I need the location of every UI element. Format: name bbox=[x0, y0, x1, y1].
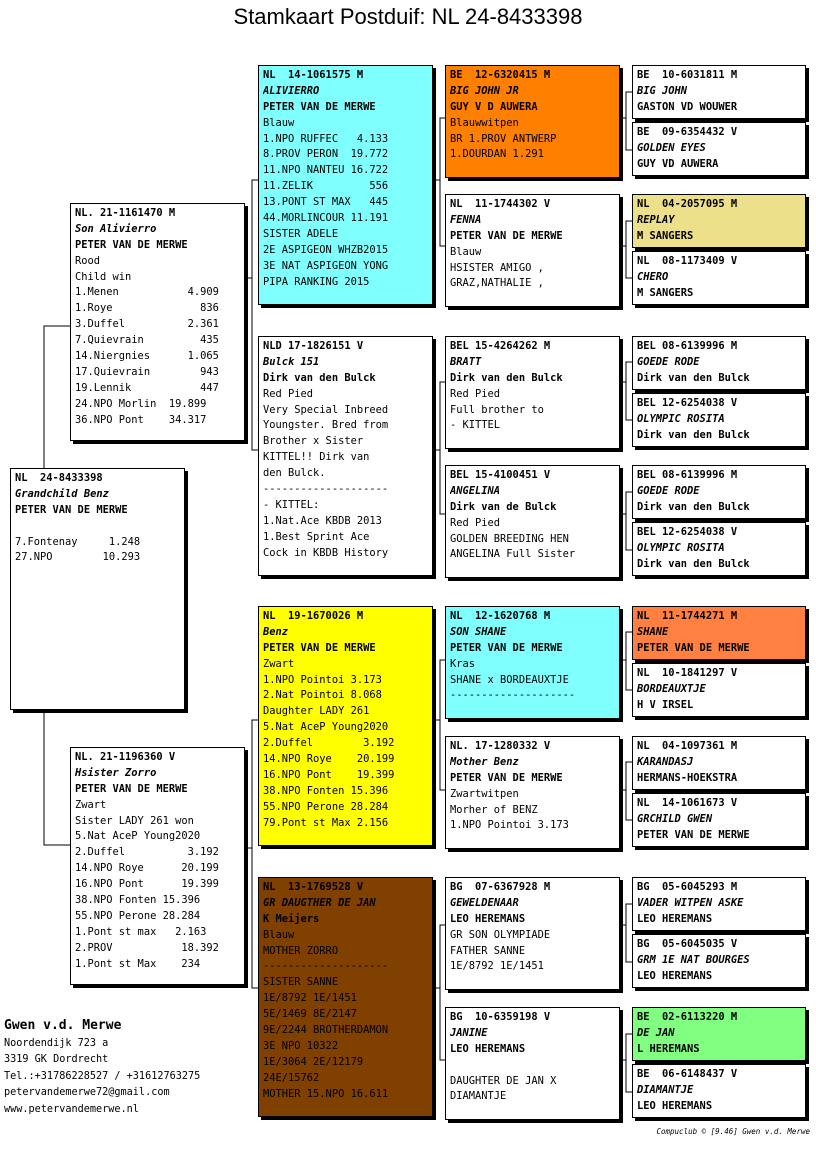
pigeon-name: CHERO bbox=[637, 270, 669, 283]
owner-name: PETER VAN DE MERWE bbox=[637, 828, 750, 841]
ring-number: NL 14-1061673 V bbox=[637, 797, 738, 809]
pigeon-name: GEWELDENAAR bbox=[450, 896, 519, 909]
info-line: 1.Nat.Ace KBDB 2013 bbox=[263, 514, 382, 527]
pigeon-card-sire[interactable] bbox=[70, 203, 245, 441]
breeder-address-line2: 3319 GK Dordrecht bbox=[4, 1054, 109, 1066]
owner-name: M SANGERS bbox=[637, 229, 694, 242]
ring-number: BEL 15-4100451 V bbox=[450, 469, 551, 481]
info-line: Morher of BENZ bbox=[450, 803, 538, 816]
info-line: 7.Quievrain 435 bbox=[75, 334, 219, 347]
info-line: Kras bbox=[450, 657, 476, 670]
info-line: Zwartwitpen bbox=[450, 787, 519, 800]
ring-number: NL. 21-1161470 M bbox=[75, 207, 176, 219]
pigeon-name: BORDEAUXTJE bbox=[637, 682, 706, 695]
info-line: 1.Best Sprint Ace bbox=[263, 530, 370, 543]
info-line: GRAZ,NATHALIE , bbox=[450, 277, 544, 290]
pigeon-name: ALIVIERRO bbox=[263, 84, 320, 97]
pigeon-card-gen4-6[interactable] bbox=[632, 393, 806, 447]
ring-number: NL 08-1173409 V bbox=[637, 255, 738, 267]
pigeon-card-dam-sire[interactable] bbox=[258, 606, 433, 846]
info-line: 1.Roye 836 bbox=[75, 302, 219, 315]
ring-number: NL 19-1670026 M bbox=[263, 610, 364, 622]
info-line: 1.Menen 4.909 bbox=[75, 286, 219, 299]
info-line: Daughter LADY 261 bbox=[263, 705, 370, 718]
info-line: 14.NPO Roye 20.199 bbox=[75, 862, 219, 875]
info-line: Brother x Sister bbox=[263, 435, 364, 448]
owner-name: M SANGERS bbox=[637, 286, 694, 299]
owner-name: LEO HEREMANS bbox=[637, 912, 713, 925]
owner-name: Dirk van den Bulck bbox=[263, 371, 376, 384]
info-line: 16.NPO Pont 19.399 bbox=[75, 878, 219, 891]
ring-number: BE 10-6031811 M bbox=[637, 69, 738, 81]
info-line: 36.NPO Pont 34.317 bbox=[75, 413, 207, 426]
info-line: 2.Duffel 3.192 bbox=[75, 846, 219, 859]
ring-number: BG 10-6359198 V bbox=[450, 1011, 551, 1023]
info-line: Blauwwitpen bbox=[450, 116, 519, 129]
owner-name: PETER VAN DE MERWE bbox=[637, 641, 750, 654]
pigeon-name: Benz bbox=[263, 625, 289, 638]
pigeon-card-gen3-3[interactable] bbox=[445, 336, 620, 449]
info-line: 1.NPO Pointoi 3.173 bbox=[263, 673, 382, 686]
ring-number: NL 04-1097361 M bbox=[637, 740, 738, 752]
ring-number: NL 11-1744302 V bbox=[450, 198, 551, 210]
info-line: Youngster. Bred from bbox=[263, 419, 389, 432]
pigeon-name: Son Alivierro bbox=[75, 222, 157, 235]
info-line: -------------------- bbox=[450, 689, 576, 702]
owner-name: Dirk van den Bulck bbox=[637, 428, 750, 441]
info-line: 3E NPO 10322 bbox=[263, 1039, 339, 1052]
owner-name: PETER VAN DE MERWE bbox=[263, 641, 376, 654]
ring-number: BEL 15-4264262 M bbox=[450, 340, 551, 352]
breeder-email[interactable]: petervandemerwe72@gmail.com bbox=[4, 1087, 170, 1099]
info-line: 38.NPO Fonten 15.396 bbox=[263, 784, 389, 797]
pigeon-card-subject[interactable] bbox=[10, 468, 185, 710]
pigeon-card-gen3-1[interactable] bbox=[445, 65, 620, 178]
pigeon-card-gen4-13[interactable] bbox=[632, 877, 806, 931]
owner-name: Dirk van den Bulck bbox=[637, 557, 750, 570]
owner-name: HERMANS-HOEKSTRA bbox=[637, 771, 738, 784]
pigeon-card-gen4-11[interactable] bbox=[632, 736, 806, 790]
info-line: 2.PROV 18.392 bbox=[75, 941, 219, 954]
info-line: SISTER SANNE bbox=[263, 976, 339, 989]
owner-name: Dirk van den Bulck bbox=[637, 500, 750, 513]
info-line: 13.PONT ST MAX 445 bbox=[263, 196, 389, 209]
pigeon-name: GRM 1E NAT BOURGES bbox=[637, 953, 750, 966]
footer-credit: Compuclub © [9.46] Gwen v.d. Merwe bbox=[656, 1127, 810, 1136]
ring-number: BEL 12-6254038 V bbox=[637, 526, 738, 538]
pigeon-card-sire-sire[interactable] bbox=[258, 65, 433, 305]
owner-name: LEO HEREMANS bbox=[450, 1042, 526, 1055]
pigeon-card-gen4-10[interactable] bbox=[632, 663, 806, 717]
pigeon-card-gen4-8[interactable] bbox=[632, 522, 806, 576]
pigeon-name: GRCHILD GWEN bbox=[637, 812, 713, 825]
info-line: 44.MORLINCOUR 11.191 bbox=[263, 212, 389, 225]
info-line: SHANE x BORDEAUXTJE bbox=[450, 673, 569, 686]
ring-number: NL. 17-1280332 V bbox=[450, 740, 551, 752]
info-line: 5.Nat AceP Young2020 bbox=[263, 721, 389, 734]
info-line: Blauw bbox=[263, 928, 295, 941]
owner-name: Dirk van den Bulck bbox=[637, 371, 750, 384]
info-line: 1E/8792 1E/1451 bbox=[263, 992, 357, 1005]
info-line: MOTHER ZORRO bbox=[263, 944, 339, 957]
ring-number: BEL 12-6254038 V bbox=[637, 397, 738, 409]
pigeon-name: OLYMPIC ROSITA bbox=[637, 541, 725, 554]
pigeon-card-gen4-12[interactable] bbox=[632, 793, 806, 847]
owner-name: GASTON VD WOUWER bbox=[637, 100, 738, 113]
ring-number: NL 10-1841297 V bbox=[637, 667, 738, 679]
ring-number: NL. 21-1196360 V bbox=[75, 751, 176, 763]
info-line: 9E/2244 BROTHERDAMON bbox=[263, 1024, 389, 1037]
owner-name: LEO HEREMANS bbox=[450, 912, 526, 925]
breeder-address-line1: Noordendijk 723 a bbox=[4, 1038, 109, 1049]
ring-number: NL 14-1061575 M bbox=[263, 69, 364, 81]
info-line: GOLDEN BREEDING HEN bbox=[450, 532, 569, 545]
owner-name: PETER VAN DE MERWE bbox=[75, 238, 188, 251]
info-line: -------------------- bbox=[263, 960, 389, 973]
pigeon-card-gen3-8[interactable] bbox=[445, 1007, 620, 1120]
ring-number: NL 11-1744271 M bbox=[637, 610, 738, 622]
ring-number: BE 06-6148437 V bbox=[637, 1068, 738, 1080]
info-line: 38.NPO Fonten 15.396 bbox=[75, 894, 201, 907]
owner-name: PETER VAN DE MERWE bbox=[450, 771, 563, 784]
info-line: MOTHER 15.NPO 16.611 bbox=[263, 1087, 389, 1100]
pigeon-card-gen3-5[interactable] bbox=[445, 606, 620, 719]
info-line: 1E/3064 2E/12179 bbox=[263, 1055, 364, 1068]
pigeon-card-gen4-7[interactable] bbox=[632, 465, 806, 519]
info-line: Red Pied bbox=[450, 387, 501, 400]
ring-number: NLD 17-1826151 V bbox=[263, 340, 364, 352]
info-line: 3.Duffel 2.361 bbox=[75, 318, 219, 331]
info-line: Blauw bbox=[450, 245, 482, 258]
ring-number: BE 09-6354432 V bbox=[637, 126, 738, 138]
info-line: 7.Fontenay 1.248 bbox=[15, 535, 141, 548]
info-line: 24E/15762 bbox=[263, 1071, 320, 1084]
ring-number: BG 07-6367928 M bbox=[450, 881, 551, 893]
info-line: 79.Pont st Max 2.156 bbox=[263, 816, 389, 829]
pigeon-name: GOEDE RODE bbox=[637, 355, 700, 368]
breeder-contact bbox=[4, 1016, 200, 1118]
info-line: 8.PROV PERON 19.772 bbox=[263, 148, 389, 161]
pigeon-card-gen4-1[interactable] bbox=[632, 65, 806, 119]
owner-name: PETER VAN DE MERWE bbox=[75, 782, 188, 795]
ring-number: BG 05-6045035 V bbox=[637, 938, 738, 950]
owner-name: H V IRSEL bbox=[637, 698, 694, 711]
ring-number: BE 12-6320415 M bbox=[450, 69, 551, 81]
info-line: HSISTER AMIGO , bbox=[450, 261, 544, 274]
info-line: Rood bbox=[75, 254, 101, 267]
info-line: GR SON OLYMPIADE bbox=[450, 928, 551, 941]
pigeon-name: BIG JOHN bbox=[637, 84, 688, 97]
info-line: SISTER ADELE bbox=[263, 227, 339, 240]
owner-name: K Meijers bbox=[263, 912, 320, 925]
info-line: - KITTEL bbox=[450, 419, 501, 432]
pigeon-card-gen4-16[interactable] bbox=[632, 1064, 806, 1118]
pigeon-name: Hsister Zorro bbox=[75, 766, 157, 779]
info-line: 2.Duffel 3.192 bbox=[263, 737, 395, 750]
info-line: 1.NPO Pointoi 3.173 bbox=[450, 819, 569, 832]
pigeon-name: Mother Benz bbox=[450, 755, 519, 768]
info-line: 55.NPO Perone 28.284 bbox=[75, 909, 201, 922]
pigeon-name: GOLDEN EYES bbox=[637, 141, 706, 154]
info-line: 3E NAT ASPIGEON YONG bbox=[263, 259, 389, 272]
owner-name: GUY V D AUWERA bbox=[450, 100, 538, 113]
breeder-name: Gwen v.d. Merwe bbox=[4, 1018, 122, 1033]
ring-number: BEL 08-6139996 M bbox=[637, 340, 738, 352]
info-line: KITTEL!! Dirk van bbox=[263, 451, 370, 464]
pigeon-name: KARANDASJ bbox=[637, 755, 694, 768]
pigeon-name: BIG JOHN JR bbox=[450, 84, 519, 97]
pigeon-name: SHANE bbox=[637, 625, 669, 638]
info-line: - KITTEL: bbox=[263, 498, 320, 511]
pigeon-card-gen4-2[interactable] bbox=[632, 122, 806, 176]
info-line: Full brother to bbox=[450, 403, 544, 416]
pigeon-name: Grandchild Benz bbox=[15, 487, 109, 500]
owner-name: LEO HEREMANS bbox=[637, 1099, 713, 1112]
info-line: Very Special Inbreed bbox=[263, 403, 389, 416]
ring-number: BG 05-6045293 M bbox=[637, 881, 738, 893]
info-line: 11.ZELIK 556 bbox=[263, 180, 389, 193]
pigeon-card-gen4-3[interactable] bbox=[632, 194, 806, 248]
pigeon-card-dam-dam[interactable] bbox=[258, 877, 433, 1117]
info-line: 24.NPO Morlin 19.899 bbox=[75, 397, 207, 410]
info-line: Red Pied bbox=[450, 516, 501, 529]
ring-number: BE 02-6113220 M bbox=[637, 1011, 738, 1023]
owner-name: PETER VAN DE MERWE bbox=[450, 229, 563, 242]
info-line: den Bulck. bbox=[263, 467, 326, 480]
pigeon-card-gen3-6[interactable] bbox=[445, 736, 620, 849]
ring-number: NL 04-2057095 M bbox=[637, 198, 738, 210]
ring-number: NL 24-8433398 bbox=[15, 472, 103, 484]
info-line: 2.Nat Pointoi 8.068 bbox=[263, 689, 382, 702]
pigeon-card-gen3-7[interactable] bbox=[445, 877, 620, 990]
pigeon-name: DE JAN bbox=[637, 1026, 675, 1039]
owner-name: PETER VAN DE MERWE bbox=[263, 100, 376, 113]
owner-name: GUY VD AUWERA bbox=[637, 157, 719, 170]
pigeon-card-gen4-14[interactable] bbox=[632, 934, 806, 988]
pigeon-card-gen4-5[interactable] bbox=[632, 336, 806, 390]
ring-number: NL 12-1620768 M bbox=[450, 610, 551, 622]
pigeon-name: GOEDE RODE bbox=[637, 484, 700, 497]
info-line: Child win bbox=[75, 270, 132, 283]
pigeon-name: OLYMPIC ROSITA bbox=[637, 412, 725, 425]
info-line: Sister LADY 261 won bbox=[75, 814, 194, 827]
info-line: BR 1.PROV ANTWERP bbox=[450, 132, 557, 145]
info-line: Blauw bbox=[263, 116, 295, 129]
info-line bbox=[15, 519, 180, 535]
pigeon-name: Bulck 151 bbox=[263, 355, 320, 368]
info-line: 5.Nat AceP Young2020 bbox=[75, 830, 201, 843]
pigeon-card-dam[interactable] bbox=[70, 747, 245, 985]
pigeon-name: GR DAUGTHER DE JAN bbox=[263, 896, 376, 909]
breeder-website[interactable]: www.petervandemerwe.nl bbox=[4, 1103, 139, 1115]
owner-name: LEO HEREMANS bbox=[637, 969, 713, 982]
pigeon-card-gen4-15[interactable] bbox=[632, 1007, 806, 1061]
owner-name: Dirk van den Bulck bbox=[450, 371, 563, 384]
info-line: 1E/8792 1E/1451 bbox=[450, 960, 544, 973]
info-line: DIAMANTJE bbox=[450, 1090, 507, 1103]
pigeon-card-sire-dam[interactable] bbox=[258, 336, 433, 576]
breeder-phone: Tel.:+31786228527 / +31612763275 bbox=[4, 1070, 201, 1082]
info-line: Zwart bbox=[263, 657, 295, 670]
info-line bbox=[450, 1058, 615, 1074]
info-line: Red Pied bbox=[263, 387, 314, 400]
info-line: 55.NPO Perone 28.284 bbox=[263, 800, 389, 813]
info-line: 1.Pont st max 2.163 bbox=[75, 925, 207, 938]
info-line: Cock in KBDB History bbox=[263, 546, 389, 559]
pigeon-card-gen4-4[interactable] bbox=[632, 251, 806, 305]
owner-name: PETER VAN DE MERWE bbox=[450, 641, 563, 654]
info-line: 19.Lennik 447 bbox=[75, 381, 219, 394]
info-line: 2E ASPIGEON WHZB2015 bbox=[263, 243, 389, 256]
info-line: Zwart bbox=[75, 798, 107, 811]
ring-number: NL 13-1769528 V bbox=[263, 881, 364, 893]
info-line: 14.Niergnies 1.065 bbox=[75, 350, 219, 363]
info-line: 17.Quievrain 943 bbox=[75, 365, 219, 378]
info-line: 16.NPO Pont 19.399 bbox=[263, 768, 395, 781]
owner-name: PETER VAN DE MERWE bbox=[15, 503, 128, 516]
info-line: DAUGHTER DE JAN X bbox=[450, 1074, 557, 1087]
info-line: FATHER SANNE bbox=[450, 944, 526, 957]
pigeon-name: BRATT bbox=[450, 355, 482, 368]
info-line: 5E/1469 8E/2147 bbox=[263, 1008, 357, 1021]
info-line: 27.NPO 10.293 bbox=[15, 551, 141, 564]
pigeon-name: FENNA bbox=[450, 213, 482, 226]
owner-name: Dirk van de Bulck bbox=[450, 500, 557, 513]
info-line: 14.NPO Roye 20.199 bbox=[263, 753, 395, 766]
pigeon-name: SON SHANE bbox=[450, 625, 507, 638]
pigeon-card-gen3-4[interactable] bbox=[445, 465, 620, 578]
info-line: -------------------- bbox=[263, 483, 389, 496]
owner-name: L HEREMANS bbox=[637, 1042, 700, 1055]
pigeon-card-gen4-9[interactable] bbox=[632, 606, 806, 660]
pigeon-name: VADER WITPEN ASKE bbox=[637, 896, 744, 909]
info-line: 1.NPO RUFFEC 4.133 bbox=[263, 132, 389, 145]
pigeon-name: DIAMANTJE bbox=[637, 1083, 694, 1096]
info-line: 1.DOURDAN 1.291 bbox=[450, 148, 544, 161]
info-line: PIPA RANKING 2015 bbox=[263, 275, 370, 288]
ring-number: BEL 08-6139996 M bbox=[637, 469, 738, 481]
info-line: ANGELINA Full Sister bbox=[450, 548, 576, 561]
info-line: 11.NPO NANTEU 16.722 bbox=[263, 164, 389, 177]
pigeon-name: REPLAY bbox=[637, 213, 675, 226]
page-title: Stamkaart Postduif: NL 24-8433398 bbox=[233, 4, 583, 29]
pigeon-name: ANGELINA bbox=[450, 484, 501, 497]
pigeon-card-gen3-2[interactable] bbox=[445, 194, 620, 307]
info-line: 1.Pont st Max 234 bbox=[75, 957, 201, 970]
pigeon-name: JANINE bbox=[450, 1026, 488, 1039]
